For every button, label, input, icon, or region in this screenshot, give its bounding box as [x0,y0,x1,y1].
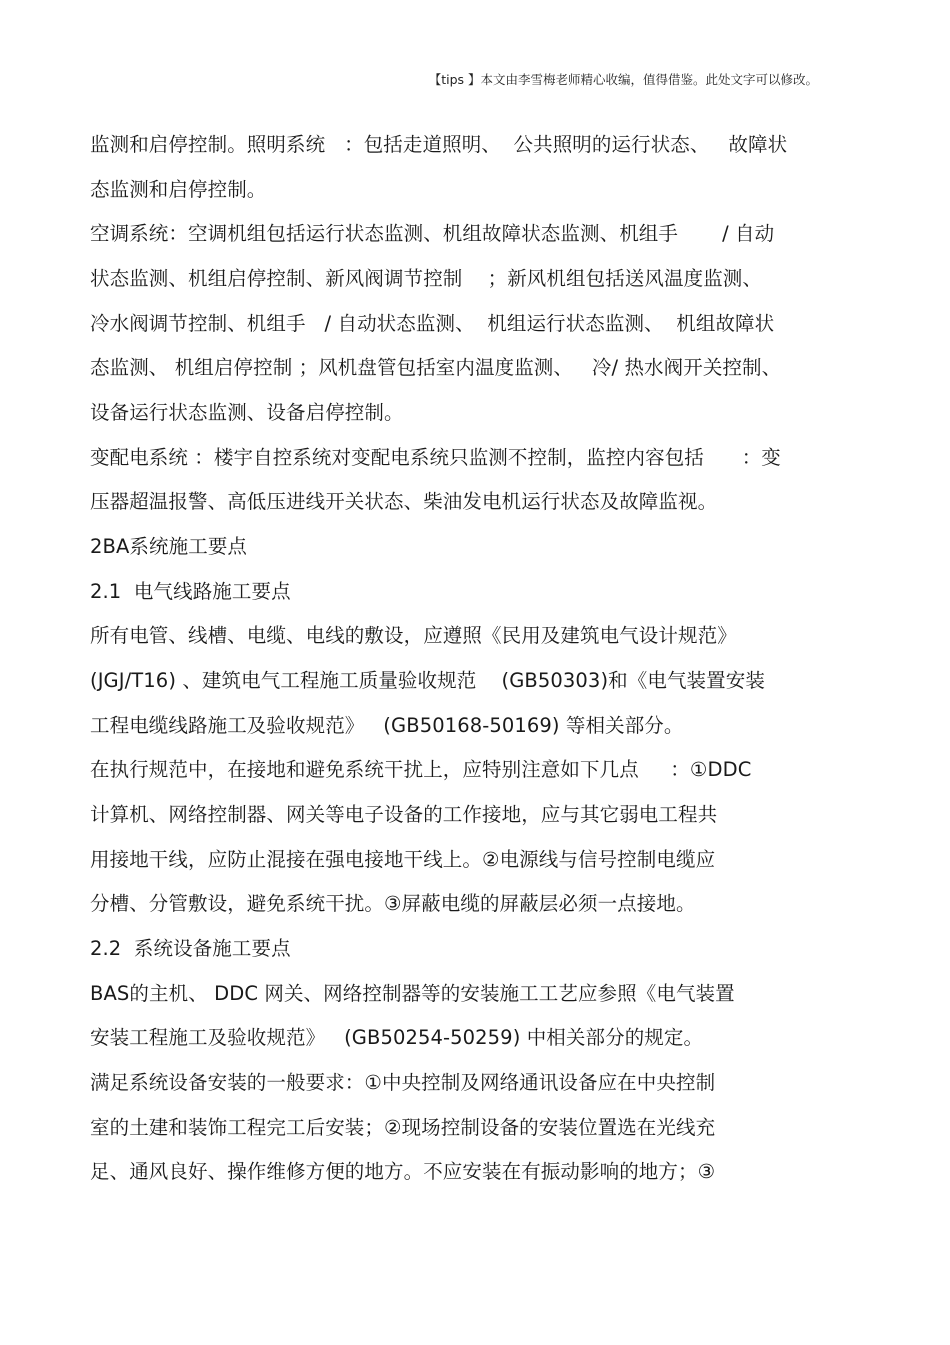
text-line: 在执行规范中，在接地和避免系统干扰上，应特别注意如下几点 ：①DDC [90,758,752,781]
text-line: 用接地干线，应防止混接在强电接地干线上。②电源线与信号控制电缆应 [90,848,716,871]
header-tips: 【tips 】本文由李雪梅老师精心收编，值得借鉴。此处文字可以修改。 [428,72,818,87]
text-line: 足、通风良好、操作维修方便的地方。不应安装在有振动影响的地方；③ [90,1160,716,1183]
text-line: 室的土建和装饰工程完工后安装；②现场控制设备的安装位置选在光线充 [90,1116,716,1139]
subsection-heading: 2.1 电气线路施工要点 [90,580,291,603]
text-line: 态监测和启停控制。 [90,178,267,201]
text-line: 压器超温报警、高低压进线开关状态、柴油发电机运行状态及故障监视。 [90,490,718,513]
text-line: (JGJ/T16) 、建筑电气工程施工质量验收规范 (GB50303)和《电气装置安装 [90,669,765,692]
text-line: 态监测、 机组启停控制 ；风机盘管包括室内温度监测、 冷/ 热水阀开关控制、 [90,356,782,379]
text-line: 设备运行状态监测、设备启停控制。 [90,401,404,424]
section-heading: 2BA系统施工要点 [90,535,248,558]
text-line: 变配电系统 ：楼宇自控系统对变配电系统只监测不控制，监控内容包括 ：变 [90,446,781,469]
text-line: 空调系统：空调机组包括运行状态监测、机组故障状态监测、机组手 / 自动 [90,222,775,245]
subsection-heading: 2.2 系统设备施工要点 [90,937,291,960]
text-line: 安装工程施工及验收规范》 (GB50254-50259) 中相关部分的规定。 [90,1026,704,1049]
text-line: 计算机、网络控制器、网关等电子设备的工作接地，应与其它弱电工程共 [90,803,718,826]
text-line: 状态监测、机组启停控制、新风阀调节控制 ；新风机组包括送风温度监测、 [90,267,762,290]
text-line: 满足系统设备安装的一般要求：①中央控制及网络通讯设备应在中央控制 [90,1071,716,1094]
text-line: BAS的主机、 DDC 网关、网络控制器等的安装施工工艺应参照《电气装置 [90,982,735,1005]
text-line: 所有电管、线槽、电缆、电线的敷设，应遵照《民用及建筑电气设计规范》 [90,624,737,647]
text-line: 冷水阀调节控制、机组手 / 自动状态监测、 机组运行状态监测、 机组故障状 [90,312,775,335]
text-line: 工程电缆线路施工及验收规范》 (GB50168-50169) 等相关部分。 [90,714,684,737]
text-line: 分槽、分管敷设，避免系统干扰。③屏蔽电缆的屏蔽层必须一点接地。 [90,892,696,915]
text-line: 监测和启停控制。照明系统 ：包括走道照明、 公共照明的运行状态、 故障状 [90,133,788,156]
